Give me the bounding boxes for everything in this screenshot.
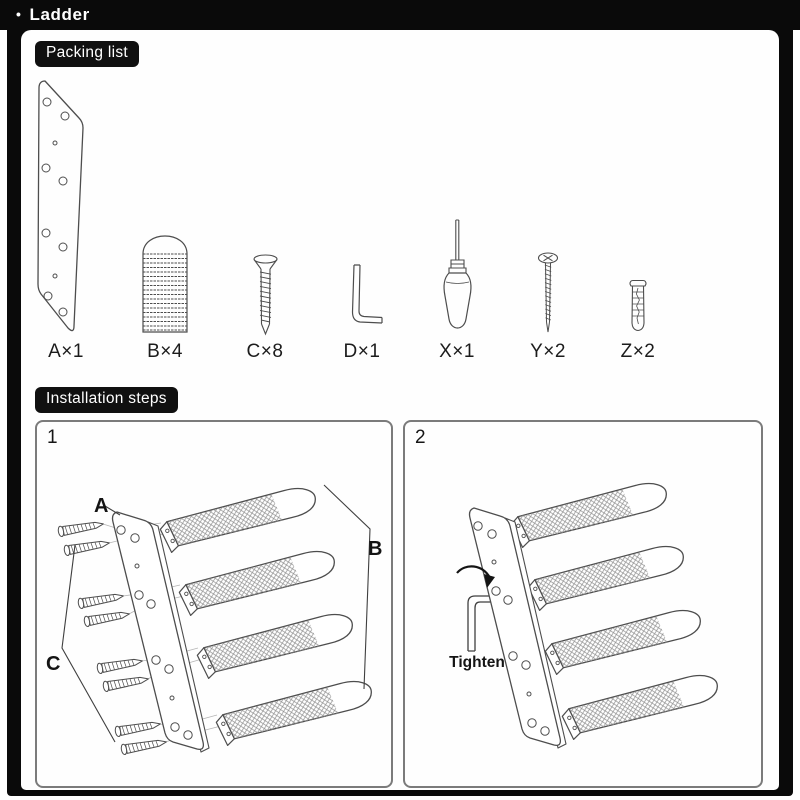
part-label-d: D×1 — [343, 341, 381, 362]
callout-c: C — [46, 653, 61, 675]
page-title — [16, 0, 90, 30]
screwdriver-illustration — [412, 74, 502, 336]
part-label-z: Z×2 — [620, 341, 656, 362]
header-bar — [0, 0, 800, 30]
content-card — [21, 30, 779, 790]
bullet-icon: • — [16, 6, 22, 22]
step2-number: 2 — [415, 427, 426, 448]
packing-list-section-label: Packing list — [35, 41, 139, 67]
page-title-text: Ladder — [29, 5, 90, 24]
part-label-a: A×1 — [48, 341, 84, 362]
part-item-d — [317, 74, 407, 363]
wall-anchor-illustration — [593, 74, 683, 336]
long-screw-illustration — [503, 74, 593, 336]
part-label-c: C×8 — [246, 341, 284, 362]
allen-key-icon — [468, 596, 493, 651]
part-item-c — [220, 74, 310, 363]
step1-number: 1 — [47, 427, 58, 448]
tighten-annotation: Tighten — [449, 654, 505, 671]
part-item-x — [412, 74, 502, 363]
rung-step-illustration — [120, 74, 210, 336]
installation-section-label: Installation steps — [35, 387, 178, 413]
part-label-x: X×1 — [439, 341, 475, 362]
step-panel-2 — [403, 420, 763, 788]
part-item-y — [503, 74, 593, 363]
part-item-b — [120, 74, 210, 363]
allen-key-illustration — [317, 74, 407, 336]
plate-assembled — [470, 508, 567, 748]
callout-b: B — [368, 538, 383, 560]
step-panel-1 — [35, 420, 393, 788]
part-label-y: Y×2 — [530, 341, 566, 362]
plate-a — [113, 512, 210, 752]
part-item-a — [21, 74, 111, 363]
mounting-plate-illustration — [21, 74, 111, 336]
callout-a: A — [94, 495, 109, 517]
step1-exploded-diagram — [37, 422, 387, 782]
step2-tighten-diagram — [405, 422, 757, 782]
countersunk-screw-illustration — [220, 74, 310, 336]
part-item-z — [593, 74, 683, 363]
part-label-b: B×4 — [147, 341, 183, 362]
